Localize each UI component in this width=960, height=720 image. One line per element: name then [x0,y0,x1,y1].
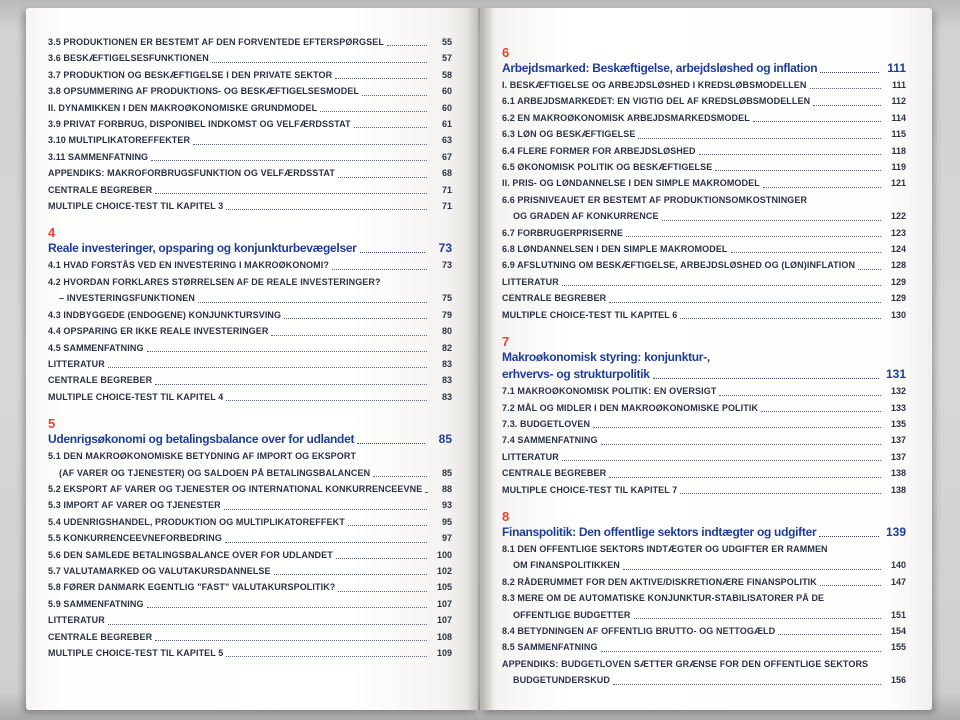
dot-leader [329,257,430,273]
dot-leader [716,383,884,399]
toc-entry-label: CENTRALE BEGREBER [48,631,153,642]
toc-entry-label: I. BESKÆFTIGELSE OG ARBEJDSLØSHED I KREDSLØBSMODELLEN [502,80,807,90]
right-page-content [480,8,932,689]
toc-entry-row [48,645,452,661]
toc-entry-label: APPENDIKS: BUDGETLOVEN SÆTTER GRÆNSE FOR DEN OFFENTLIGE SEKTORS [502,658,869,669]
page-number: 132 [890,386,906,397]
toc-entry-label: 5.9 SAMMENFATNING [48,598,144,609]
dot-leader [222,530,430,546]
toc-entry-row [48,149,452,165]
toc-entry-row [48,465,452,481]
toc-entry-label: II. PRIS- OG LØNDANNELSE I DEN SIMPLE MAKROMODEL [502,178,760,189]
toc-entry-row [48,323,452,339]
toc-entry-label: CENTRALE BEGREBER [502,468,607,479]
dot-leader [354,431,428,448]
chapter-number: 4 [48,225,56,241]
page-number: 155 [890,642,906,653]
page-number: 124 [890,244,906,255]
dot-leader [750,110,884,126]
page-number: 83 [441,391,452,402]
dot-leader [152,372,430,388]
toc-entry-label: 6.4 FLERE FORMER FOR ARBEJDSLØSHED [502,145,696,156]
page-number: 61 [441,119,452,130]
dot-leader [422,481,430,497]
page-number: 147 [890,576,906,587]
toc-entry-label: BUDGETUNDERSKUD [513,675,611,686]
toc-entry-label: 6.7 FORBRUGERPRISERNE [502,227,624,238]
dot-leader [152,629,430,645]
page-number: 118 [891,145,906,156]
dot-leader [333,547,430,563]
toc-entry-label: 6.3 LØN OG BESKÆFTIGELSE [502,129,636,140]
dot-leader [598,639,884,655]
toc-entry-row [502,416,906,432]
toc-entry-label: 3.7 PRODUKTION OG BESKÆFTIGELSE I DEN PRIVATE SEKTOR [48,69,333,80]
dot-leader [855,257,884,273]
page-number: 107 [436,615,452,626]
toc-entry-row [502,208,906,224]
page-number: 55 [441,37,452,47]
toc-entry-label: (AF VARER OG TJENESTER) OG SALDOEN PÅ BETALINGSBALANCEN [59,467,371,478]
toc-entry-row [502,307,906,323]
toc-entry-row [502,557,906,573]
dot-leader [370,465,430,481]
dot-leader [635,126,884,142]
dot-leader [606,465,884,481]
page-number: 105 [436,582,452,593]
chapter-number: 7 [502,334,510,350]
left-page [26,8,478,710]
toc-entry-row [48,50,452,66]
page-number: 60 [441,86,452,97]
toc-entry-row [502,400,906,416]
chapter-title-row [502,524,906,541]
toc-entry-row [502,383,906,399]
page-number: 115 [891,129,906,140]
toc-entry-row [48,612,452,628]
toc-entry-label: 6.2 EN MAKROØKONOMISK ARBEJDSMARKEDSMODEL [502,112,750,123]
toc-entry-row [502,465,906,481]
page-number: 71 [441,201,452,212]
dot-leader [148,149,430,165]
toc-entry-row [502,110,906,126]
dot-leader [659,208,884,224]
toc-entry-label: 4.4 OPSPARING ER IKKE REALE INVESTERINGER [48,326,269,337]
page-number: 133 [890,402,906,413]
toc-entry-label: 6.8 LØNDANNELSEN I DEN SIMPLE MAKROMODEL [502,244,728,255]
page-number: 71 [441,184,452,195]
page-number: 88 [441,483,452,494]
toc-entry-label: 6.9 AFSLUTNING OM BESKÆFTIGELSE, ARBEJDSLØSHED OG (LØN)INFLATION [502,260,856,271]
dot-leader [221,497,430,513]
toc-entry-row [502,192,906,208]
page-number: 68 [441,168,452,179]
chapter-title-row [48,240,452,257]
dot-leader [223,645,430,661]
toc-entry-row [502,257,906,273]
toc-entry-row [48,198,452,214]
page-number: 57 [441,53,452,64]
toc-entry-label: LITTERATUR [502,451,559,462]
toc-entry-row [48,579,452,595]
toc-entry-row [48,530,452,546]
dot-leader [775,623,884,639]
chapter-title: Reale investeringer, opsparing og konjunkturbevægelser [48,241,357,256]
page-number: 138 [890,468,906,479]
chapter-title: Arbejdsmarked: Beskæftigelse, arbejdsløshed og inflation [502,61,818,75]
page-number: 95 [441,516,452,527]
toc-entry-row [502,77,906,93]
toc-entry-label: OM FINANSPOLITIKKEN [513,560,620,571]
toc-entry-row [502,225,906,241]
chapter-title: erhvervs- og strukturpolitik [502,367,650,382]
page-number: 73 [441,260,452,271]
toc-entry-row [48,514,452,530]
chapter-title: Udenrigsøkonomi og betalingsbalance over for udlandet [48,432,355,447]
toc-entry-row [502,143,906,159]
dot-leader [677,482,884,498]
dot-leader [223,198,430,214]
toc-entry-label: 3.6 BESKÆFTIGELSESFUNKTIONEN [48,53,209,64]
toc-entry-row [48,372,452,388]
toc-entry-row [48,563,452,579]
dot-leader [271,563,430,579]
toc-entry-row [502,290,906,306]
dot-leader [631,607,885,623]
dot-leader [712,159,884,175]
page-number: 73 [438,241,452,256]
page-number: 63 [441,135,452,146]
toc-entry-row [48,34,452,50]
page-number: 85 [441,467,452,478]
toc-entry-label: APPENDIKS: MAKROFORBRUGSFUNKTION OG VELFÆRDSSTAT [48,168,335,179]
page-number: 140 [890,560,906,571]
page-number: 97 [441,533,452,544]
toc-entry-label: CENTRALE BEGREBER [502,293,607,304]
page-number: 85 [438,432,452,447]
toc-entry-label: 7.4 SAMMENFATNING [502,435,598,446]
toc-entry-label: MULTIPLE CHOICE-TEST TIL KAPITEL 3 [48,201,224,212]
dot-leader [384,34,430,50]
toc-entry-label: 6.1 ARBEJDSMARKEDET: EN VIGTIG DEL AF KREDSLØBSMODELLEN [502,96,811,107]
toc-entry-row [502,482,906,498]
dot-leader [620,557,884,573]
toc-entry-row [48,67,452,83]
toc-entry-label: 3.5 PRODUKTIONEN ER BESTEMT AF DEN FORVENTEDE EFTERSPØRGSEL [48,37,384,47]
page-number: 156 [890,675,906,686]
dot-leader [623,225,884,241]
page-number: 121 [890,178,906,189]
page-number: 154 [890,625,906,636]
dot-leader [144,596,430,612]
toc-entry-label: OG GRADEN AF KONKURRENCE [513,211,659,222]
toc-entry-row [48,290,452,306]
dot-leader [335,579,430,595]
page-number: 138 [890,484,906,495]
toc-entry-label: 5.5 KONKURRENCEEVNEFORBEDRING [48,533,222,544]
toc-entry-label: 5.6 DEN SAMLEDE BETALINGSBALANCE OVER FOR UDLANDET [48,549,333,560]
toc-entry-row [48,83,452,99]
chapter-title-row [48,431,452,448]
page-number: 119 [891,162,906,173]
toc-entry-row [502,432,906,448]
toc-entry-label: 7.1 MAKROØKONOMISK POLITIK: EN OVERSIGT [502,386,717,397]
dot-leader [590,416,884,432]
toc-entry-label: 8.4 BETYDNINGEN AF OFFENTLIG BRUTTO- OG NETTOGÆLD [502,625,776,636]
toc-entry-label: 4.1 HVAD FORSTÅS VED EN INVESTERING I MAKROØKONOMI? [48,260,329,271]
chapter-title-row [502,349,906,366]
toc-entry-label: 7.2 MÅL OG MIDLER I DEN MAKROØKONOMISKE POLITIK [502,402,759,413]
toc-entry-label: 8.5 SAMMENFATNING [502,642,598,653]
toc-entry-label: 8.2 RÅDERUMMET FOR DEN AKTIVE/DISKRETIONÆRE FINANSPOLITIK [502,576,817,587]
dot-leader [817,60,882,77]
toc-entry-row [48,356,452,372]
dot-leader [281,307,430,323]
chapter-number: 8 [502,508,510,524]
toc-entry-row [48,132,452,148]
toc-entry-label: 5.8 FØRER DANMARK EGENTLIG "FAST" VALUTAKURSPOLITIK? [48,582,336,593]
toc-entry-row [502,93,906,109]
toc-entry-row [48,274,452,290]
toc-entry-row [48,481,452,497]
toc-entry-label: 3.10 MULTIPLIKATOREFFEKTER [48,135,191,146]
dot-leader [357,240,428,257]
toc-entry-label: MULTIPLE CHOICE-TEST TIL KAPITEL 7 [502,484,678,495]
page-number: 129 [890,276,906,287]
chapter-title: Makroøkonomisk styring: konjunktur-, [502,350,710,365]
toc-entry-label: LITTERATUR [48,615,105,626]
toc-entry-row [48,307,452,323]
toc-entry-label: 3.11 SAMMENFATNING [48,151,149,162]
toc-entry-row [48,389,452,405]
dot-leader [650,366,882,383]
page-number: 83 [441,358,452,369]
toc-entry-row [48,547,452,563]
dot-leader [559,449,884,465]
dot-leader [268,323,430,339]
toc-entry-row [48,497,452,513]
toc-entry-label: OFFENTLIGE BUDGETTER [513,609,631,620]
toc-entry-row [48,448,452,464]
right-page [480,8,932,710]
toc-entry-label: 8.1 DEN OFFENTLIGE SEKTORS INDTÆGTER OG UDGIFTER ER RAMMEN [502,543,828,554]
page-number: 60 [441,102,452,113]
dot-leader [758,400,884,416]
toc-entry-label: 5.4 UDENRIGSHANDEL, PRODUKTION OG MULTIPLIKATOREFFEKT [48,516,345,527]
page-number: 107 [436,598,452,609]
toc-entry-row [502,590,906,606]
toc-entry-row [48,165,452,181]
toc-entry-label: LITTERATUR [502,276,559,287]
chapter-number: 6 [502,45,510,60]
dot-leader [195,290,430,306]
dot-leader [817,574,884,590]
toc-entry-row [48,629,452,645]
page-number: 79 [441,309,452,320]
toc-entry-row [502,159,906,175]
dot-leader [559,274,884,290]
dot-leader [144,340,430,356]
page-number: 151 [890,609,906,620]
toc-entry-row [48,100,452,116]
page-number: 137 [890,451,906,462]
dot-leader [351,116,430,132]
chapter-number: 5 [48,416,56,432]
dot-leader [335,165,430,181]
toc-entry-label: 3.8 OPSUMMERING AF PRODUKTIONS- OG BESKÆFTIGELSESMODEL [48,86,360,97]
dot-leader [359,83,430,99]
toc-entry-row [48,257,452,273]
page-number: 100 [436,549,452,560]
dot-leader [696,143,884,159]
toc-entry-row [48,182,452,198]
page-number: 131 [885,367,906,382]
page-number: 112 [891,96,906,107]
toc-entry-label: 4.5 SAMMENFATNING [48,342,144,353]
page-number: 137 [890,435,906,446]
page-number: 123 [890,227,906,238]
toc-entry-row [502,541,906,557]
toc-entry-label: 3.9 PRIVAT FORBRUG, DISPONIBEL INDKOMST OG VELFÆRDSSTAT [48,119,351,130]
toc-entry-label: – INVESTERINGSFUNKTIONEN [59,293,195,304]
toc-entry-row [502,449,906,465]
page-number: 67 [441,151,452,162]
page-number: 58 [441,69,452,80]
toc-entry-row [502,656,906,672]
chapter-title-row [502,366,906,383]
page-number: 93 [441,500,452,511]
page-number: 82 [441,342,452,353]
page-number: 83 [441,375,452,386]
page-number: 128 [890,260,906,271]
toc-entry-label: 5.2 EKSPORT AF VARER OG TJENESTER OG INTERNATIONAL KONKURRENCEEVNE [48,483,423,494]
toc-entry-label: II. DYNAMIKKEN I DEN MAKROØKONOMISKE GRUNDMODEL [48,102,318,113]
toc-entry-label: MULTIPLE CHOICE-TEST TIL KAPITEL 4 [48,391,224,402]
toc-entry-label: CENTRALE BEGREBER [48,375,153,386]
dot-leader [807,77,885,93]
toc-entry-row [502,274,906,290]
page-number: 129 [890,293,906,304]
dot-leader [105,612,430,628]
page-number: 111 [891,80,906,90]
toc-entry-row [502,607,906,623]
page-number: 75 [441,293,452,304]
toc-entry-row [48,340,452,356]
toc-entry-label: 4.2 HVORDAN FORKLARES STØRRELSEN AF DE REALE INVESTERINGER? [48,276,381,287]
page-number: 135 [890,418,906,429]
page-number: 102 [436,565,452,576]
toc-entry-label: 4.3 INDBYGGEDE (ENDOGENE) KONJUNKTURSVING [48,309,282,320]
dot-leader [606,290,884,306]
toc-entry-label: 5.1 DEN MAKROØKONOMISKE BETYDNING AF IMPORT OG EKSPORT [48,451,357,462]
toc-entry-label: 5.3 IMPORT AF VARER OG TJENESTER [48,500,221,511]
dot-leader [598,432,884,448]
toc-entry-row [502,574,906,590]
dot-leader [223,389,430,405]
dot-leader [677,307,884,323]
toc-entry-row [502,639,906,655]
dot-leader [105,356,430,372]
left-page-content [26,8,478,661]
toc-entry-label: CENTRALE BEGREBER [48,184,153,195]
dot-leader [760,175,884,191]
toc-entry-row [502,623,906,639]
page-number: 80 [441,326,452,337]
dot-leader [209,50,430,66]
page-number: 130 [890,309,906,320]
dot-leader [332,67,430,83]
dot-leader [610,672,884,688]
dot-leader [810,93,884,109]
chapter-title-row [502,60,906,77]
toc-entry-label: 6.6 PRISNIVEAUET ER BESTEMT AF PRODUKTIONSOMKOSTNINGER [502,194,808,205]
toc-entry-row [502,672,906,688]
toc-entry-label: 7.3. BUDGETLOVEN [502,418,591,429]
page-number: 108 [436,631,452,642]
toc-entry-row [502,175,906,191]
toc-entry-label: 8.3 MERE OM DE AUTOMATISKE KONJUNKTUR-STABILISATORER PÅ DE [502,593,825,604]
toc-entry-label: MULTIPLE CHOICE-TEST TIL KAPITEL 6 [502,309,678,320]
toc-entry-row [48,116,452,132]
toc-entry-label: 6.5 ØKONOMISK POLITIK OG BESKÆFTIGELSE [502,162,713,173]
dot-leader [728,241,884,257]
dot-leader [152,182,430,198]
toc-entry-label: LITTERATUR [48,358,105,369]
page-number: 109 [436,648,452,658]
toc-entry-label: 5.7 VALUTAMARKED OG VALUTAKURSDANNELSE [48,565,271,576]
page-number: 111 [887,61,906,75]
toc-entry-row [48,596,452,612]
dot-leader [190,132,430,148]
toc-entry-label: MULTIPLE CHOICE-TEST TIL KAPITEL 5 [48,648,224,658]
page-number: 114 [891,112,906,123]
chapter-title: Finanspolitik: Den offentlige sektors indtægter og udgifter [502,524,817,539]
page-number: 139 [885,524,906,539]
page-number: 122 [890,211,906,222]
dot-leader [816,524,882,541]
toc-entry-row [502,126,906,142]
dot-leader [317,100,430,116]
toc-entry-row [502,241,906,257]
dot-leader [345,514,430,530]
